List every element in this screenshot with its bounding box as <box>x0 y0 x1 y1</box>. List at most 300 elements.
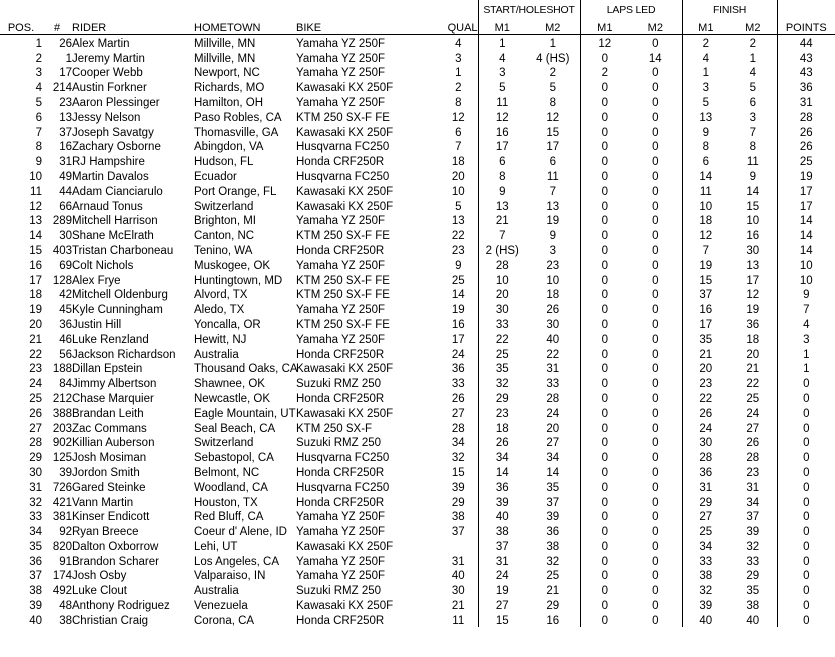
cell-bike: Yamaha YZ 250F <box>296 52 386 65</box>
cell-points: 0 <box>777 509 835 524</box>
cell-hometown: Lehi, UT <box>194 540 238 553</box>
cell-finish-m1: 3 <box>682 79 729 94</box>
cell-finish-m1: 32 <box>682 582 729 597</box>
cell-rider: Arnaud Tonus <box>72 200 143 213</box>
cell-number: 214 <box>52 82 72 95</box>
column-header-finish-m1: M1 <box>682 16 729 35</box>
cell-qual: 37 <box>451 526 465 539</box>
cell-bike: Honda CRF250R <box>296 156 385 169</box>
cell-start-m1: 15 <box>478 612 526 627</box>
cell-rider: Alex Martin <box>72 37 130 50</box>
cell-number: 42 <box>59 289 72 302</box>
cell-hometown: Hudson, FL <box>194 156 254 169</box>
cell-rider: Adam Cianciarulo <box>72 185 163 198</box>
cell-lapsled-m2: 0 <box>652 333 659 346</box>
cell-rider: Kyle Cunningham <box>72 304 163 317</box>
cell-start-m2: 27 <box>546 437 560 450</box>
cell-points: 0 <box>777 375 835 390</box>
cell-number: 92 <box>59 526 72 539</box>
group-header-start-holeshot: START/HOLESHOT <box>478 0 580 16</box>
cell-start-m1: 31 <box>478 553 526 568</box>
table-row <box>0 227 835 242</box>
cell-finish-m2: 18 <box>746 333 760 346</box>
cell-lapsled-m1: 0 <box>580 509 629 524</box>
cell-bike: Kawasaki KX 250F <box>296 82 394 95</box>
cell-start-m1: 17 <box>478 139 526 154</box>
cell-hometown: Port Orange, FL <box>194 185 277 198</box>
cell-start-m2: 39 <box>546 511 560 524</box>
cell-number: 45 <box>59 304 72 317</box>
cell-position: 38 <box>29 585 42 598</box>
cell-points: 43 <box>777 50 835 65</box>
cell-lapsled-m1: 0 <box>580 287 629 302</box>
cell-finish-m1: 1 <box>682 65 729 80</box>
cell-lapsled-m2: 0 <box>652 37 659 50</box>
cell-points: 0 <box>777 582 835 597</box>
cell-lapsled-m2: 0 <box>652 570 659 583</box>
cell-finish-m2: 25 <box>746 392 760 405</box>
cell-finish-m1: 6 <box>682 153 729 168</box>
cell-number: 36 <box>59 318 72 331</box>
column-header-points: POINTS <box>777 16 835 35</box>
cell-hometown: Huntingtown, MD <box>194 274 283 287</box>
cell-qual: 15 <box>451 466 465 479</box>
cell-number: 46 <box>59 333 72 346</box>
cell-bike: Yamaha YZ 250F <box>296 215 386 228</box>
cell-position: 37 <box>29 570 42 583</box>
cell-start-m2: 6 <box>549 156 556 169</box>
cell-start-m1: 5 <box>478 79 526 94</box>
cell-start-m1: 25 <box>478 346 526 361</box>
cell-lapsled-m1: 0 <box>580 420 629 435</box>
cell-start-m2: 34 <box>546 452 560 465</box>
cell-finish-m1: 28 <box>682 449 729 464</box>
cell-finish-m1: 24 <box>682 420 729 435</box>
cell-rider: Jordon Smith <box>72 466 140 479</box>
cell-lapsled-m2: 0 <box>652 481 659 494</box>
cell-qual: 26 <box>451 392 465 405</box>
cell-lapsled-m1: 0 <box>580 568 629 583</box>
cell-qual: 38 <box>451 511 465 524</box>
column-header-start-m2: M2 <box>526 16 580 35</box>
table-row <box>0 568 835 583</box>
group-header-laps-led: LAPS LED <box>580 0 682 16</box>
cell-lapsled-m2: 0 <box>652 96 659 109</box>
cell-qual: 29 <box>451 496 465 509</box>
cell-start-m2: 40 <box>546 333 560 346</box>
cell-number: 31 <box>59 156 72 169</box>
cell-finish-m1: 9 <box>682 124 729 139</box>
cell-hometown: Shawnee, OK <box>194 378 265 391</box>
cell-number: 49 <box>59 170 72 183</box>
cell-position: 11 <box>30 185 42 198</box>
cell-hometown: Aledo, TX <box>194 304 245 317</box>
cell-qual: 19 <box>451 304 465 317</box>
cell-points: 0 <box>777 538 835 553</box>
cell-start-m1: 39 <box>478 494 526 509</box>
cell-finish-m1: 36 <box>682 464 729 479</box>
cell-lapsled-m1: 0 <box>580 139 629 154</box>
cell-finish-m2: 16 <box>746 230 760 243</box>
cell-number: 403 <box>52 244 72 257</box>
column-header-finish-m2: M2 <box>729 16 777 35</box>
cell-bike: Honda CRF250R <box>296 244 385 257</box>
cell-lapsled-m1: 0 <box>580 479 629 494</box>
cell-finish-m1: 15 <box>682 272 729 287</box>
cell-lapsled-m1: 0 <box>580 435 629 450</box>
table-row <box>0 257 835 272</box>
cell-qual: 5 <box>455 200 462 213</box>
cell-bike: Yamaha YZ 250F <box>296 555 386 568</box>
cell-start-m2: 15 <box>546 126 560 139</box>
cell-bike: Honda CRF250R <box>296 392 385 405</box>
cell-lapsled-m2: 0 <box>652 392 659 405</box>
cell-start-m2: 22 <box>546 348 560 361</box>
cell-lapsled-m2: 0 <box>652 304 659 317</box>
cell-rider: Jackson Richardson <box>72 348 176 361</box>
cell-rider: Dalton Oxborrow <box>72 540 159 553</box>
cell-position: 3 <box>35 67 42 80</box>
cell-finish-m1: 30 <box>682 435 729 450</box>
cell-position: 14 <box>29 230 42 243</box>
cell-finish-m1: 10 <box>682 198 729 213</box>
cell-start-m2: 31 <box>546 363 560 376</box>
cell-lapsled-m2: 0 <box>652 614 659 627</box>
cell-position: 1 <box>35 37 42 50</box>
cell-start-m2: 7 <box>549 185 556 198</box>
cell-lapsled-m1: 0 <box>580 168 629 183</box>
cell-start-m2: 8 <box>549 96 556 109</box>
cell-number: 388 <box>52 407 72 420</box>
cell-start-m1: 33 <box>478 316 526 331</box>
cell-qual: 1 <box>455 67 462 80</box>
cell-position: 35 <box>29 540 42 553</box>
cell-lapsled-m1: 0 <box>580 553 629 568</box>
cell-finish-m2: 2 <box>749 37 756 50</box>
cell-finish-m1: 33 <box>682 553 729 568</box>
cell-points: 0 <box>777 523 835 538</box>
cell-finish-m1: 13 <box>682 109 729 124</box>
cell-finish-m2: 10 <box>746 215 760 228</box>
cell-bike: Husqvarna FC250 <box>296 452 390 465</box>
cell-hometown: Canton, NC <box>194 230 255 243</box>
cell-lapsled-m1: 0 <box>580 301 629 316</box>
cell-lapsled-m2: 0 <box>652 111 659 124</box>
cell-qual: 30 <box>451 585 465 598</box>
cell-finish-m1: 38 <box>682 568 729 583</box>
cell-start-m1: 26 <box>478 435 526 450</box>
cell-qual: 33 <box>451 378 465 391</box>
cell-points: 43 <box>777 65 835 80</box>
cell-start-m1: 37 <box>478 538 526 553</box>
cell-start-m2: 9 <box>549 230 556 243</box>
cell-position: 30 <box>29 466 42 479</box>
cell-points: 0 <box>777 390 835 405</box>
cell-finish-m1: 40 <box>682 612 729 627</box>
cell-lapsled-m2: 0 <box>652 259 659 272</box>
cell-position: 32 <box>29 496 42 509</box>
cell-start-m1: 9 <box>478 183 526 198</box>
column-header-start-m1: M1 <box>478 16 526 35</box>
cell-points: 0 <box>777 420 835 435</box>
cell-position: 21 <box>29 333 42 346</box>
cell-qual: 7 <box>455 141 462 154</box>
cell-finish-m2: 19 <box>746 304 760 317</box>
cell-rider: Tristan Charboneau <box>72 244 174 257</box>
cell-position: 8 <box>35 141 42 154</box>
table-row <box>0 553 835 568</box>
cell-points: 0 <box>777 464 835 479</box>
cell-rider: Jeremy Martin <box>72 52 145 65</box>
cell-lapsled-m1: 0 <box>580 227 629 242</box>
cell-rider: Joseph Savatgy <box>72 126 154 139</box>
cell-qual: 11 <box>452 614 465 627</box>
cell-points: 25 <box>777 153 835 168</box>
cell-position: 23 <box>29 363 42 376</box>
cell-start-m2: 2 <box>549 67 556 80</box>
cell-points: 44 <box>777 35 835 50</box>
cell-position: 15 <box>29 244 42 257</box>
column-header-lapsled-m1: M1 <box>580 16 629 35</box>
cell-start-m1: 14 <box>478 464 526 479</box>
cell-number: 39 <box>59 466 72 479</box>
cell-lapsled-m1: 0 <box>580 183 629 198</box>
cell-rider: Brandon Scharer <box>72 555 159 568</box>
cell-start-m2: 33 <box>546 378 560 391</box>
cell-position: 10 <box>29 170 42 183</box>
cell-start-m2: 13 <box>546 200 560 213</box>
table-row <box>0 464 835 479</box>
cell-hometown: Richards, MO <box>194 82 265 95</box>
cell-qual: 27 <box>451 407 465 420</box>
cell-start-m1: 32 <box>478 375 526 390</box>
cell-rider: Kinser Endicott <box>72 511 150 524</box>
table-row <box>0 509 835 524</box>
cell-start-m2: 14 <box>546 466 560 479</box>
cell-hometown: Switzerland <box>194 437 254 450</box>
cell-hometown: Paso Robles, CA <box>194 111 282 124</box>
cell-bike: Husqvarna FC250 <box>296 481 390 494</box>
column-header-qual: QUAL <box>439 16 478 35</box>
cell-rider: Jessy Nelson <box>72 111 141 124</box>
cell-qual: 39 <box>451 481 465 494</box>
cell-rider: Aaron Plessinger <box>72 96 160 109</box>
cell-bike: Yamaha YZ 250F <box>296 511 386 524</box>
cell-lapsled-m1: 0 <box>580 213 629 228</box>
group-header-row <box>0 0 835 16</box>
cell-bike: Kawasaki KX 250F <box>296 407 394 420</box>
cell-finish-m2: 33 <box>746 555 760 568</box>
cell-finish-m2: 38 <box>746 600 760 613</box>
cell-points: 10 <box>777 257 835 272</box>
cell-hometown: Thousand Oaks, CA <box>194 363 298 376</box>
cell-start-m1: 11 <box>478 94 526 109</box>
cell-finish-m2: 39 <box>746 526 760 539</box>
cell-qual: 21 <box>451 600 465 613</box>
cell-rider: RJ Hampshire <box>72 156 145 169</box>
cell-finish-m1: 8 <box>682 139 729 154</box>
cell-rider: Mitchell Oldenburg <box>72 289 168 302</box>
cell-hometown: Woodland, CA <box>194 481 268 494</box>
cell-finish-m2: 37 <box>746 511 760 524</box>
cell-points: 4 <box>777 316 835 331</box>
cell-finish-m2: 15 <box>746 200 760 213</box>
cell-finish-m1: 5 <box>682 94 729 109</box>
cell-points: 0 <box>777 597 835 612</box>
cell-bike: Honda CRF250R <box>296 466 385 479</box>
table-row <box>0 139 835 154</box>
cell-finish-m2: 24 <box>746 407 760 420</box>
cell-start-m1: 21 <box>478 213 526 228</box>
cell-finish-m1: 34 <box>682 538 729 553</box>
cell-lapsled-m1: 0 <box>580 405 629 420</box>
cell-lapsled-m1: 0 <box>580 346 629 361</box>
cell-lapsled-m2: 0 <box>652 185 659 198</box>
table-row <box>0 168 835 183</box>
cell-lapsled-m1: 0 <box>580 316 629 331</box>
cell-lapsled-m2: 0 <box>652 156 659 169</box>
table-row <box>0 94 835 109</box>
cell-start-m1: 3 <box>478 65 526 80</box>
cell-qual: 12 <box>451 111 465 124</box>
cell-hometown: Eagle Mountain, UT <box>194 407 296 420</box>
table-row <box>0 375 835 390</box>
cell-hometown: Los Angeles, CA <box>194 555 280 568</box>
table-row <box>0 435 835 450</box>
cell-number: 421 <box>52 496 72 509</box>
cell-points: 28 <box>777 109 835 124</box>
cell-start-m2: 12 <box>546 111 560 124</box>
table-row <box>0 109 835 124</box>
cell-qual: 4 <box>455 37 462 50</box>
cell-lapsled-m1: 0 <box>580 153 629 168</box>
cell-lapsled-m2: 0 <box>652 244 659 257</box>
cell-finish-m1: 29 <box>682 494 729 509</box>
cell-finish-m2: 26 <box>746 437 760 450</box>
cell-lapsled-m2: 0 <box>652 215 659 228</box>
cell-start-m2: 19 <box>546 215 560 228</box>
table-row <box>0 449 835 464</box>
cell-hometown: Muskogee, OK <box>194 259 271 272</box>
cell-qual: 17 <box>451 333 465 346</box>
cell-start-m1: 12 <box>478 109 526 124</box>
cell-lapsled-m2: 0 <box>652 82 659 95</box>
cell-qual: 6 <box>455 126 462 139</box>
cell-start-m1: 35 <box>478 361 526 376</box>
cell-finish-m1: 11 <box>682 183 729 198</box>
cell-bike: Kawasaki KX 250F <box>296 600 394 613</box>
cell-number: 38 <box>59 614 72 627</box>
cell-start-m2: 26 <box>546 304 560 317</box>
column-header-hometown: HOMETOWN <box>194 16 296 35</box>
cell-lapsled-m2: 0 <box>652 407 659 420</box>
cell-qual: 20 <box>451 170 465 183</box>
cell-hometown: Thomasville, GA <box>194 126 279 139</box>
cell-position: 16 <box>29 259 42 272</box>
column-header-row <box>0 16 835 35</box>
cell-position: 7 <box>35 126 42 139</box>
cell-qual: 25 <box>451 274 465 287</box>
cell-lapsled-m2: 0 <box>652 378 659 391</box>
cell-number: 26 <box>59 37 72 50</box>
cell-qual: 22 <box>451 230 465 243</box>
cell-points: 0 <box>777 494 835 509</box>
cell-number: 69 <box>59 259 72 272</box>
cell-finish-m1: 35 <box>682 331 729 346</box>
table-row <box>0 612 835 627</box>
cell-finish-m2: 13 <box>746 259 760 272</box>
cell-finish-m1: 27 <box>682 509 729 524</box>
cell-start-m2: 1 <box>549 37 556 50</box>
table-row <box>0 301 835 316</box>
table-row <box>0 79 835 94</box>
cell-qual: 14 <box>451 289 465 302</box>
table-row <box>0 538 835 553</box>
cell-lapsled-m2: 0 <box>652 526 659 539</box>
cell-lapsled-m1: 0 <box>580 331 629 346</box>
cell-start-m1: 7 <box>478 227 526 242</box>
column-header-pos: POS. <box>0 16 42 35</box>
cell-rider: Justin Hill <box>72 318 122 331</box>
cell-position: 22 <box>29 348 42 361</box>
cell-bike: KTM 250 SX-F <box>296 422 373 435</box>
cell-lapsled-m1: 0 <box>580 449 629 464</box>
cell-points: 3 <box>777 331 835 346</box>
cell-rider: Zachary Osborne <box>72 141 161 154</box>
cell-lapsled-m2: 0 <box>652 200 659 213</box>
cell-hometown: Yoncalla, OR <box>194 318 261 331</box>
cell-lapsled-m1: 0 <box>580 361 629 376</box>
cell-start-m1: 20 <box>478 287 526 302</box>
cell-rider: Austin Forkner <box>72 82 147 95</box>
cell-bike: KTM 250 SX-F FE <box>296 274 390 287</box>
cell-finish-m1: 25 <box>682 523 729 538</box>
cell-finish-m2: 7 <box>749 126 756 139</box>
cell-finish-m2: 8 <box>749 141 756 154</box>
cell-bike: Suzuki RMZ 250 <box>296 585 382 598</box>
cell-finish-m1: 31 <box>682 479 729 494</box>
cell-finish-m2: 36 <box>746 318 760 331</box>
cell-number: 84 <box>59 378 72 391</box>
table-row <box>0 153 835 168</box>
cell-points: 31 <box>777 94 835 109</box>
cell-qual: 31 <box>451 555 465 568</box>
cell-lapsled-m1: 0 <box>580 582 629 597</box>
cell-position: 34 <box>29 526 42 539</box>
cell-position: 39 <box>29 600 42 613</box>
cell-start-m2: 3 <box>549 244 556 257</box>
cell-number: 66 <box>59 200 72 213</box>
table-row <box>0 420 835 435</box>
cell-qual: 28 <box>451 422 465 435</box>
cell-start-m1: 40 <box>478 509 526 524</box>
cell-start-m1: 16 <box>478 124 526 139</box>
cell-lapsled-m1: 0 <box>580 523 629 538</box>
cell-start-m1: 22 <box>478 331 526 346</box>
cell-lapsled-m1: 0 <box>580 538 629 553</box>
cell-finish-m1: 19 <box>682 257 729 272</box>
cell-rider: Cooper Webb <box>72 67 143 80</box>
cell-finish-m2: 1 <box>749 52 756 65</box>
cell-points: 1 <box>777 346 835 361</box>
cell-start-m2: 28 <box>546 392 560 405</box>
cell-bike: Kawasaki KX 250F <box>296 540 394 553</box>
cell-points: 26 <box>777 139 835 154</box>
cell-finish-m1: 16 <box>682 301 729 316</box>
cell-finish-m1: 22 <box>682 390 729 405</box>
cell-hometown: Venezuela <box>194 600 248 613</box>
cell-hometown: Newcastle, OK <box>194 392 271 405</box>
